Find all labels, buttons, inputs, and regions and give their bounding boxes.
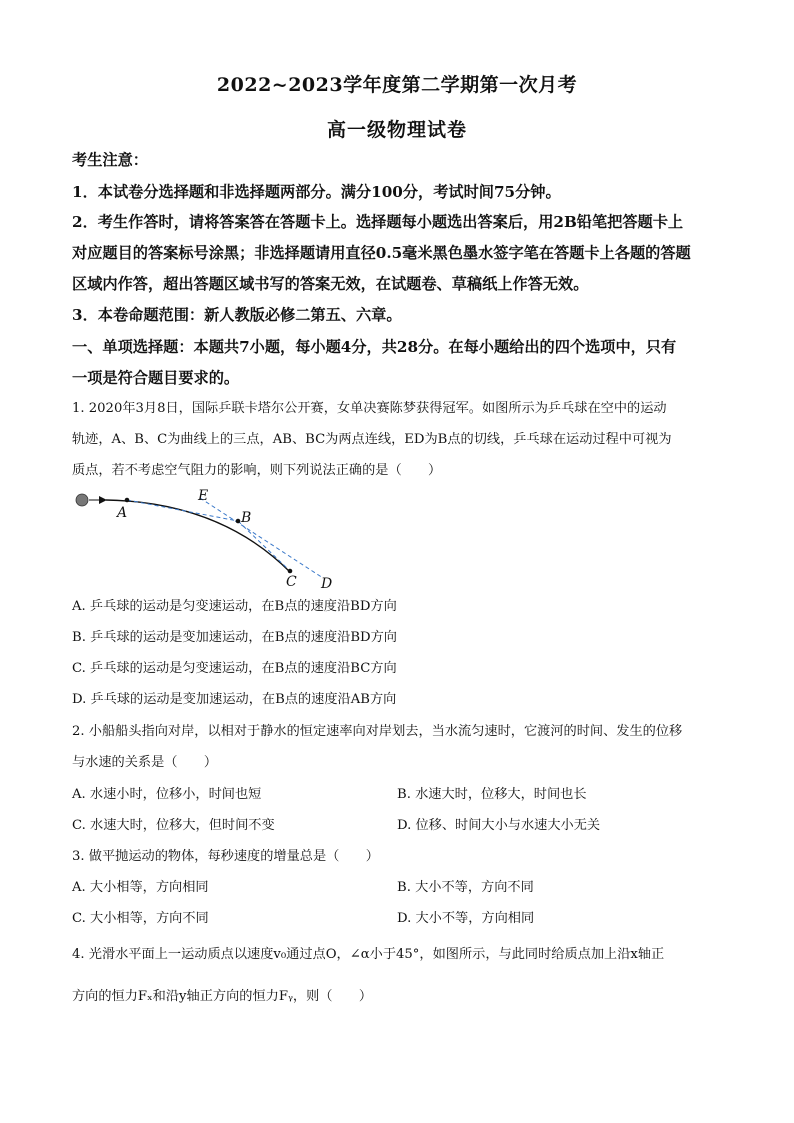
- q2-option-a: A. 水速小时，位移小，时间也短: [72, 787, 262, 802]
- section-heading-line-2: 一项是符合题目要求的。: [72, 369, 240, 387]
- q2-option-d: D. 位移、时间大小与水速大小无关: [397, 818, 601, 833]
- point-b: [236, 519, 241, 524]
- q2-option-b: B. 水速大时，位移大，时间也长: [397, 787, 587, 802]
- label-a: A: [117, 505, 128, 521]
- q1-option-d: D. 乒乓球的运动是变加速运动，在B点的速度沿AB方向: [72, 692, 397, 707]
- ping-pong-ball: [76, 494, 88, 506]
- notice-line-3: 对应题目的答案标号涂黑；非选择题请用直径0.5毫米黑色墨水签字笔在答题卡上各题的答题: [72, 244, 691, 262]
- notice-line-4: 区域内作答，超出答题区域书写的答案无效，在试题卷、草稿纸上作答无效。: [72, 275, 589, 293]
- q1-stem-line-1: 1. 2020年3月8日，国际乒联卡塔尔公开赛，女单决赛陈梦获得冠军。如图所示为乒乓球在空中的运动: [72, 401, 667, 416]
- q1-option-a: A. 乒乓球的运动是匀变速运动，在B点的速度沿BD方向: [72, 599, 397, 614]
- section-heading-line-1: 一、单项选择题：本题共7小题，每小题4分，共28分。在每小题给出的四个选项中，只有: [72, 338, 677, 356]
- label-c: C: [286, 574, 297, 590]
- exam-title: 2022~2023学年度第二学期第一次月考: [216, 74, 578, 96]
- tangent-line-ed: [200, 498, 323, 578]
- q3-option-c: C. 大小相等，方向不同: [72, 911, 209, 926]
- chord-ab: [127, 500, 238, 521]
- q2-stem-line-1: 2. 小船船头指向对岸，以相对于静水的恒定速率向对岸划去，当水流匀速时，它渡河的时间、发生的位移: [72, 724, 683, 739]
- exam-subtitle: 高一级物理试卷: [326, 119, 467, 141]
- label-b: B: [241, 510, 252, 526]
- q1-stem-line-3: 质点，若不考虑空气阻力的影响，则下列说法正确的是（ ）: [72, 463, 442, 478]
- q3-option-d: D. 大小不等，方向相同: [397, 911, 535, 926]
- q2-option-c: C. 水速大时，位移大，但时间不变: [72, 818, 275, 833]
- point-a: [125, 498, 130, 503]
- trajectory-curve: [106, 500, 290, 572]
- q4-stem-line-2: 方向的恒力Fₓ和沿y轴正方向的恒力Fᵧ，则（ ）: [72, 989, 373, 1004]
- q1-stem-line-2: 轨迹，A、B、C为曲线上的三点，AB、BC为两点连线，ED为B点的切线，乒乓球在运动过程中可视为: [72, 432, 672, 447]
- q3-option-a: A. 大小相等，方向相同: [72, 880, 209, 895]
- q1-option-b: B. 乒乓球的运动是变加速运动，在B点的速度沿BD方向: [72, 630, 397, 645]
- notice-line-5: 3．本卷命题范围：新人教版必修二第五、六章。: [72, 306, 402, 324]
- q3-option-b: B. 大小不等，方向不同: [397, 880, 534, 895]
- notice-heading: 考生注意：: [72, 151, 148, 169]
- q4-stem-line-1: 4. 光滑水平面上一运动质点以速度v₀通过点O，∠α小于45°，如图所示，与此同时给质点加上沿x轴正: [72, 947, 665, 962]
- notice-line-2: 2．考生作答时，请将答案答在答题卡上。选择题每小题选出答案后，用2B铅笔把答题卡上: [72, 213, 684, 231]
- point-c: [288, 569, 293, 574]
- chord-bc: [238, 521, 290, 571]
- label-d: D: [321, 576, 333, 592]
- q3-stem: 3. 做平抛运动的物体，每秒速度的增量总是（ ）: [72, 849, 379, 864]
- label-e: E: [198, 488, 209, 504]
- q2-stem-line-2: 与水速的关系是（ ）: [72, 755, 218, 770]
- q1-trajectory-figure: [70, 484, 350, 594]
- q1-option-c: C. 乒乓球的运动是匀变速运动，在B点的速度沿BC方向: [72, 661, 397, 676]
- notice-line-1: 1．本试卷分选择题和非选择题两部分。满分100分，考试时间75分钟。: [72, 183, 561, 201]
